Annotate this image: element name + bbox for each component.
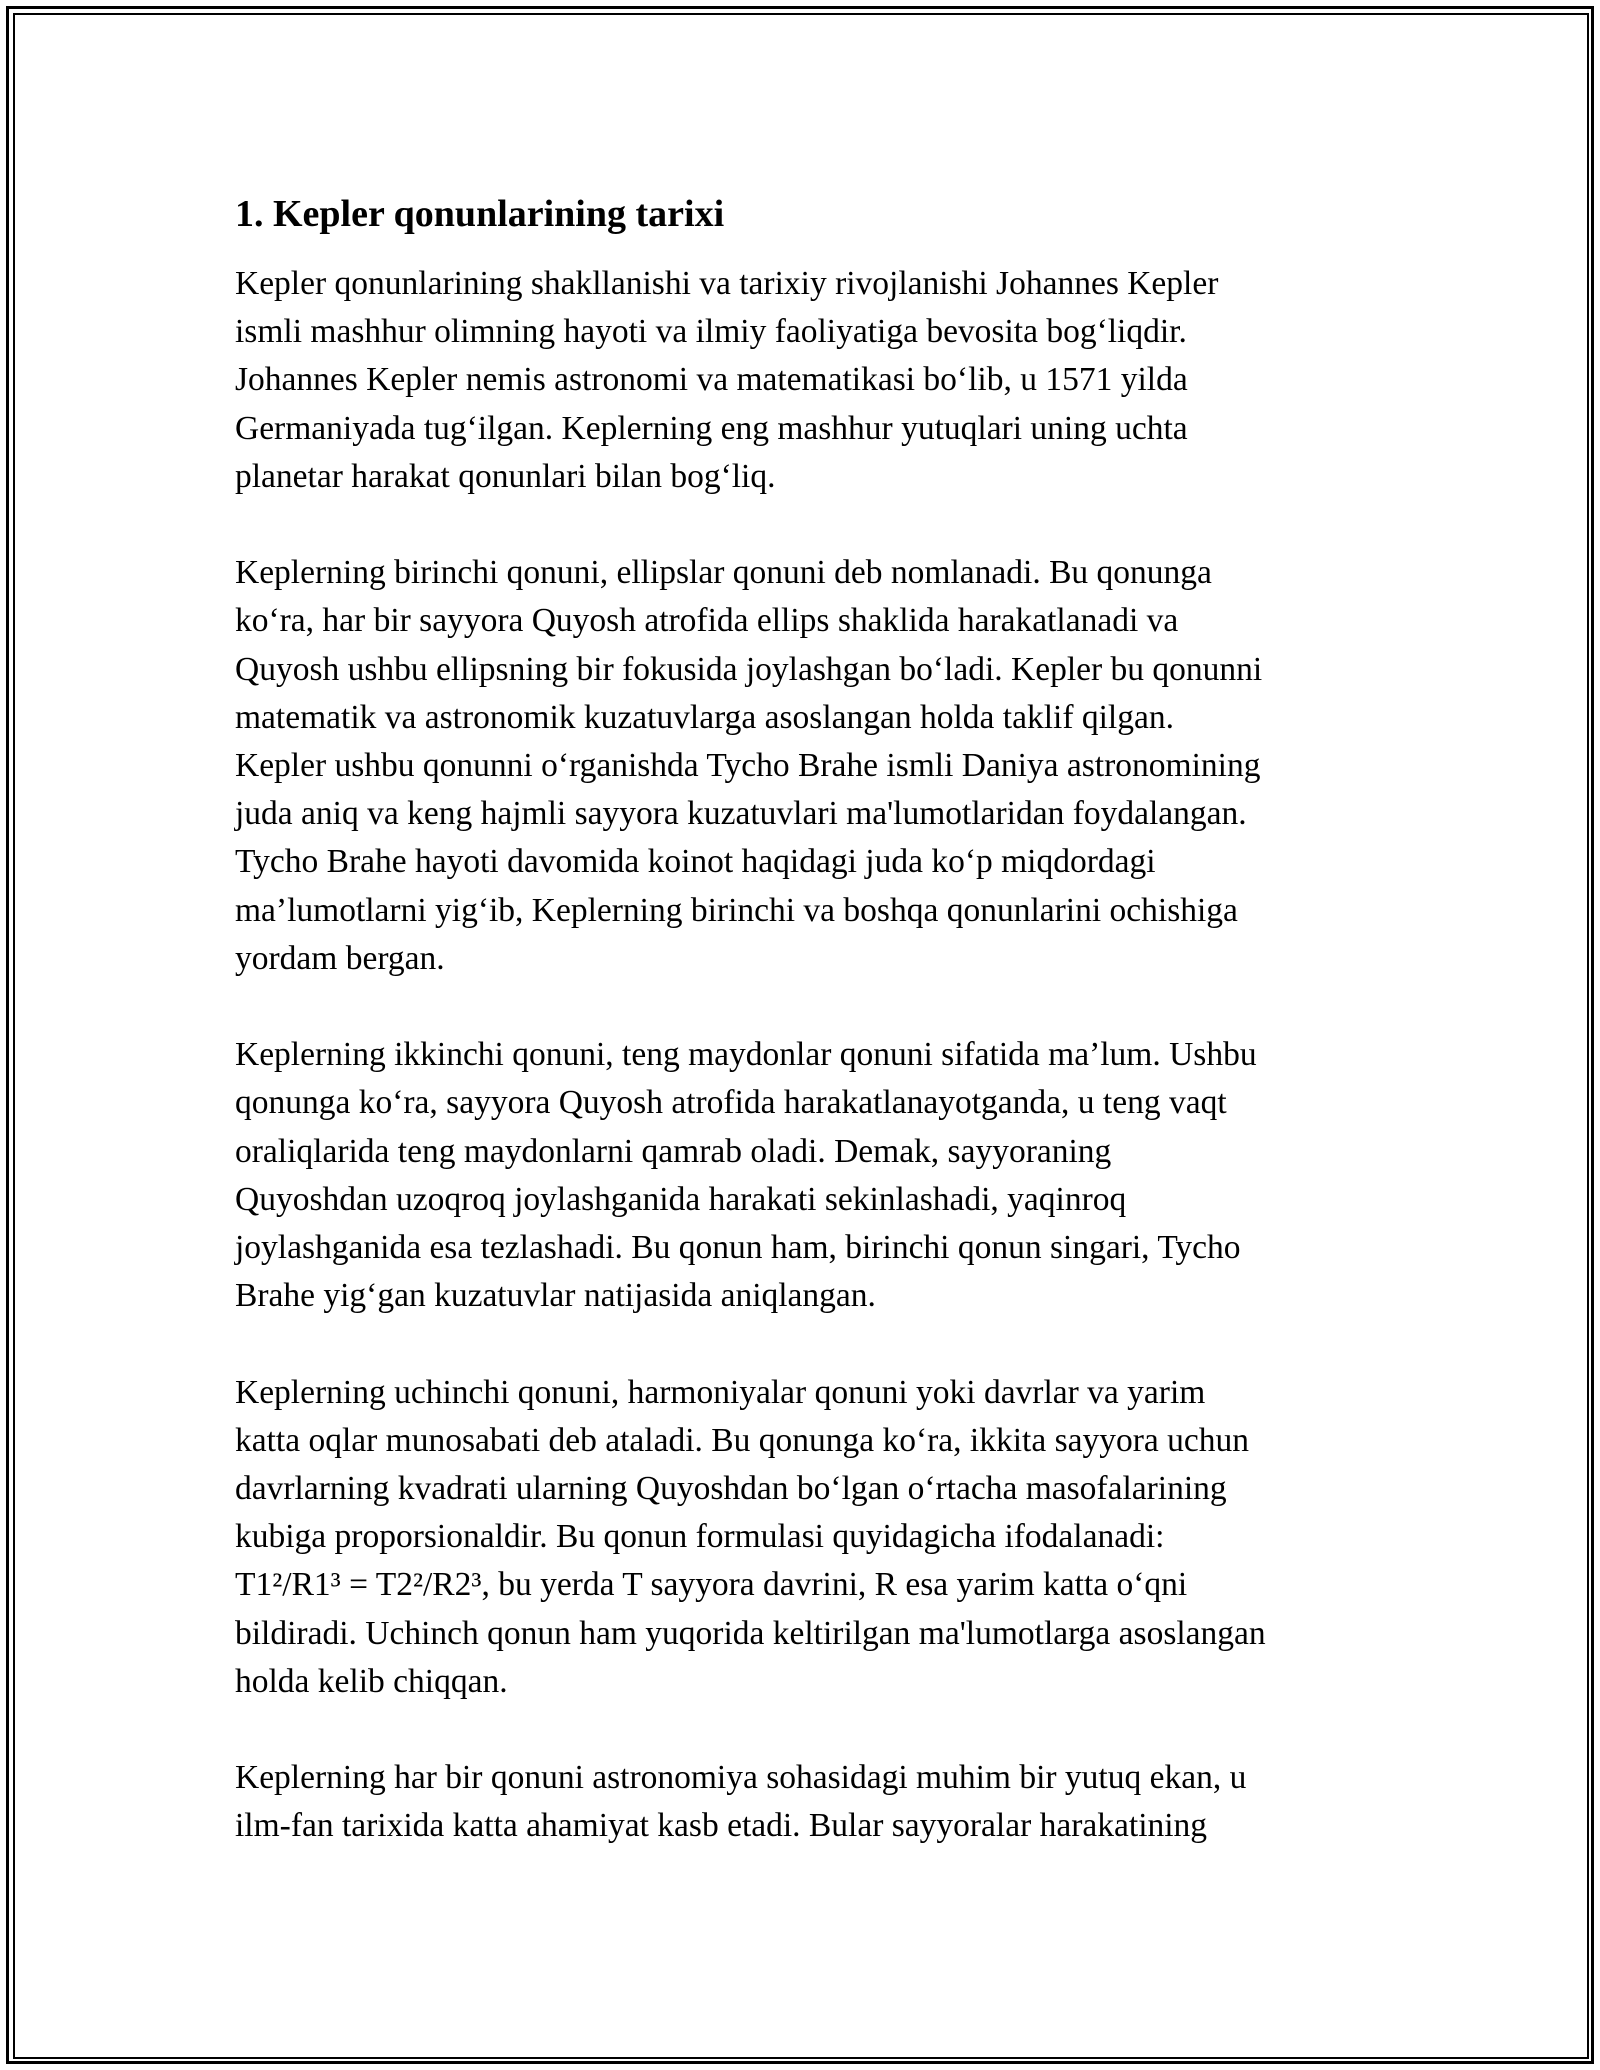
section-heading: 1. Kepler qonunlarining tarixi: [235, 193, 725, 235]
paragraph-2: [235, 549, 1370, 983]
text-line: Tycho Brahe hayoti davomida koinot haqidagi juda ko‘p miqdordagi: [235, 843, 1156, 881]
text-line: Keplerning birinchi qonuni, ellipslar qonuni deb nomlanadi. Bu qonunga: [235, 554, 1212, 592]
text-line: Keplerning ikkinchi qonuni, teng maydonlar qonuni sifatida ma’lum. Ushbu: [235, 1036, 1257, 1074]
text-line: matematik va astronomik kuzatuvlarga asoslangan holda taklif qilgan.: [235, 698, 1174, 736]
text-line: ismli mashhur olimning hayoti va ilmiy faoliyatiga bevosita bog‘liqdir.: [235, 313, 1187, 351]
paragraph-3: [235, 1031, 1370, 1320]
text-line: Brahe yig‘gan kuzatuvlar natijasida aniqlangan.: [235, 1277, 876, 1315]
paragraph-5: [235, 1754, 1370, 1850]
text-line: kubiga proporsionaldir. Bu qonun formulasi quyidagicha ifodalanadi:: [235, 1518, 1165, 1556]
text-line: Quyosh ushbu ellipsning bir fokusida joylashgan bo‘ladi. Kepler bu qonunni: [235, 650, 1263, 688]
text-line: Keplerning har bir qonuni astronomiya sohasidagi muhim bir yutuq ekan, u: [235, 1759, 1247, 1797]
text-line: yordam bergan.: [235, 939, 445, 977]
text-line: bildiradi. Uchinch qonun ham yuqorida keltirilgan ma'lumotlarga asoslangan: [235, 1614, 1266, 1652]
text-line: planetar harakat qonunlari bilan bog‘liq.: [235, 457, 776, 495]
text-line: qonunga ko‘ra, sayyora Quyosh atrofida harakatlanayotganda, u teng vaqt: [235, 1084, 1227, 1122]
text-line: Quyoshdan uzoqroq joylashganida harakati sekinlashadi, yaqinroq: [235, 1180, 1127, 1218]
text-line: katta oqlar munosabati deb ataladi. Bu qonunga ko‘ra, ikkita sayyora uchun: [235, 1421, 1250, 1459]
text-line: oraliqlarida teng maydonlarni qamrab oladi. Demak, sayyoraning: [235, 1132, 1112, 1170]
document-body: [235, 188, 1370, 1899]
text-line: Kepler qonunlarining shakllanishi va tarixiy rivojlanishi Johannes Kepler: [235, 265, 1219, 302]
paragraph-1: [235, 260, 1370, 501]
text-line: juda aniq va keng hajmli sayyora kuzatuvlari ma'lumotlaridan foydalangan.: [235, 795, 1247, 833]
text-line: ma’lumotlarni yig‘ib, Keplerning birinchi va boshqa qonunlarini ochishiga: [235, 891, 1238, 929]
text-line: Johannes Kepler nemis astronomi va matematikasi bo‘lib, u 1571 yilda: [235, 361, 1188, 399]
text-line: davrlarning kvadrati ularning Quyoshdan bo‘lgan o‘rtacha masofalarining: [235, 1470, 1227, 1508]
paragraph-4: [235, 1369, 1370, 1706]
text-line: holda kelib chiqqan.: [235, 1662, 508, 1700]
text-line: ko‘ra, har bir sayyora Quyosh atrofida ellips shaklida harakatlanadi va: [235, 602, 1179, 640]
text-line: T1²/R1³ = T2²/R2³, bu yerda T sayyora davrini, R esa yarim katta o‘qni: [235, 1566, 1188, 1604]
text-line: Kepler ushbu qonunni o‘rganishda Tycho Brahe ismli Daniya astronomining: [235, 747, 1261, 785]
text-line: Keplerning uchinchi qonuni, harmoniyalar qonuni yoki davrlar va yarim: [235, 1373, 1206, 1411]
text-line: joylashganida esa tezlashadi. Bu qonun ham, birinchi qonun singari, Tycho: [235, 1229, 1241, 1267]
text-line: ilm-fan tarixida katta ahamiyat kasb etadi. Bular sayyoralar harakatining: [235, 1807, 1208, 1845]
text-line: Germaniyada tug‘ilgan. Keplerning eng mashhur yutuqlari uning uchta: [235, 409, 1188, 447]
